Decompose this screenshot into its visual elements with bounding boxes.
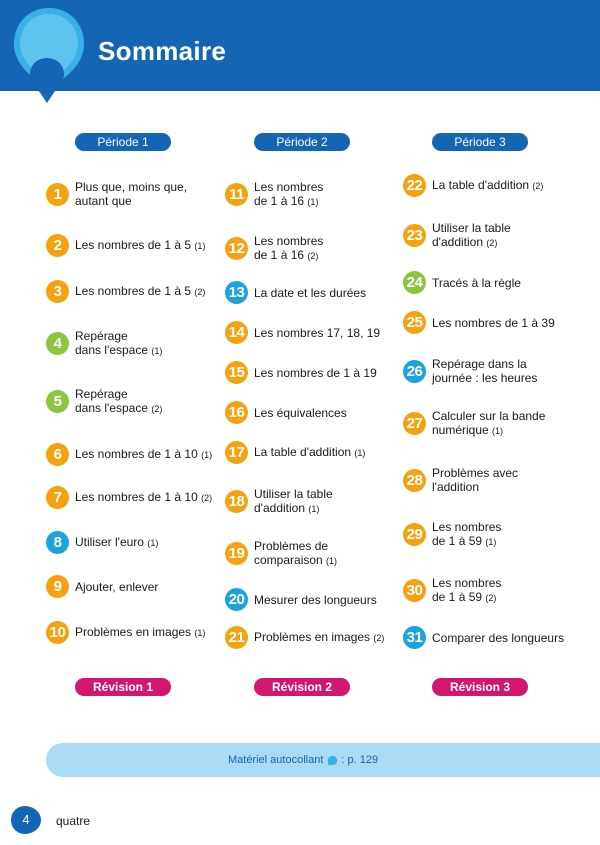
lesson-title [75, 180, 187, 208]
lesson-number-badge: 11 [225, 183, 248, 206]
lesson-title-line1: Utiliser la table [254, 487, 333, 501]
lesson-title [254, 487, 333, 516]
lesson-title [432, 631, 564, 645]
lesson-number-badge: 30 [403, 579, 426, 602]
lesson-part-note: (1) [194, 628, 206, 638]
periode-label: Période 1 [75, 133, 171, 151]
lesson-part-note: (1) [194, 241, 206, 251]
lesson-part-note: (1) [492, 426, 504, 436]
lesson-title [432, 520, 501, 549]
lesson-title [432, 576, 501, 605]
lesson-number-badge: 24 [403, 271, 426, 294]
lesson-title-line2: d'addition [432, 235, 483, 249]
lesson-title-line2: d'addition [254, 501, 305, 515]
lesson-number-badge: 13 [225, 281, 248, 304]
lesson-number-badge: 18 [225, 490, 248, 513]
lesson-number-badge: 22 [403, 174, 426, 197]
lesson-title-line2: numérique [432, 423, 489, 437]
lesson-part-note: (2) [194, 287, 206, 297]
lesson-part-note: (2) [373, 633, 385, 643]
lesson-title-line2: de 1 à 16 [254, 194, 305, 208]
periode-label: Période 3 [432, 133, 528, 151]
lesson-title-line1: Mesurer des longueurs [254, 592, 377, 607]
lesson-item [403, 626, 578, 649]
lesson-part-note: (2) [486, 238, 498, 248]
lesson-item [46, 486, 221, 509]
lesson-title [75, 535, 158, 550]
lesson-title-line2: de 1 à 16 [254, 248, 305, 262]
lesson-title-line2: de 1 à 59 [432, 534, 483, 548]
lesson-number-badge: 8 [46, 531, 69, 554]
lesson-title [75, 238, 205, 253]
lesson-title [75, 580, 158, 594]
materiel-bar [46, 743, 600, 777]
lesson-item [403, 174, 578, 197]
lesson-title-line1: Les nombres [254, 180, 324, 194]
lesson-item [403, 409, 578, 438]
lesson-title [432, 409, 545, 438]
lesson-number-badge: 10 [46, 621, 69, 644]
lesson-title [432, 178, 543, 193]
lesson-title-line2: autant que [75, 194, 132, 208]
materiel-label: Matériel autocollant [228, 754, 324, 766]
lesson-title [75, 284, 205, 299]
lesson-title-line1: Les nombres de 1 à 19 [254, 365, 377, 380]
lesson-number-badge: 17 [225, 441, 248, 464]
header-banner [0, 0, 600, 91]
lesson-item [403, 311, 578, 334]
lesson-part-note: (1) [151, 346, 163, 356]
lesson-number-badge: 9 [46, 575, 69, 598]
lesson-item [46, 531, 221, 554]
lesson-title [432, 466, 518, 494]
lesson-title [432, 276, 521, 290]
lesson-number-badge: 27 [403, 412, 426, 435]
materiel-page: : p. 129 [341, 754, 379, 766]
lesson-item [225, 281, 400, 304]
lesson-item [46, 180, 221, 208]
lesson-item [225, 626, 400, 649]
lesson-part-note: (2) [307, 251, 319, 261]
lesson-number-badge: 16 [225, 401, 248, 424]
lesson-title [75, 447, 212, 462]
lesson-item [46, 234, 221, 257]
lesson-title-line1: La date et les durées [254, 285, 367, 300]
page-title: Sommaire [98, 36, 227, 66]
lesson-title-line1: Les nombres [432, 520, 502, 534]
lesson-title-line1: Utiliser l'euro [75, 535, 144, 549]
lesson-number-badge: 23 [403, 224, 426, 247]
lesson-title-line2: l'addition [432, 480, 479, 494]
lesson-part-note: (1) [354, 448, 366, 458]
lesson-title-line1: La table d'addition [254, 445, 352, 459]
drop-icon [327, 755, 338, 766]
lesson-item [403, 221, 578, 250]
lesson-title-line1: Les nombres de 1 à 5 [75, 284, 192, 298]
lesson-item [225, 321, 400, 344]
lesson-number-badge: 7 [46, 486, 69, 509]
lesson-title-line1: Problèmes en images [75, 625, 192, 639]
droplet-logo-icon [10, 2, 88, 106]
lesson-item [403, 520, 578, 549]
lesson-title [254, 539, 337, 568]
lesson-title-line1: Calculer sur la bande [432, 409, 546, 423]
lesson-item [225, 234, 400, 263]
lesson-title [254, 406, 347, 420]
lesson-number-badge: 19 [225, 542, 248, 565]
lesson-title [75, 387, 162, 416]
lesson-part-note: (2) [485, 593, 497, 603]
periode-label: Période 2 [254, 133, 350, 151]
lesson-title [75, 625, 205, 640]
lesson-title-line1: Repérage dans la [432, 357, 527, 371]
lesson-item [46, 280, 221, 303]
lesson-part-note: (1) [308, 504, 320, 514]
lesson-title [254, 234, 323, 263]
lesson-item [46, 387, 221, 416]
revision-label: Révision 1 [75, 678, 171, 696]
lesson-number-badge: 20 [225, 588, 248, 611]
lesson-item [46, 329, 221, 358]
lesson-title [254, 630, 384, 645]
lesson-title-line1: Les nombres 17, 18, 19 [254, 325, 381, 340]
lesson-title [254, 366, 377, 380]
lesson-item [225, 361, 400, 384]
lesson-number-badge: 21 [225, 626, 248, 649]
lesson-title-line1: Les nombres de 1 à 10 [75, 447, 198, 461]
lesson-title-line1: Repérage [75, 329, 128, 343]
lesson-title-line1: Repérage [75, 387, 128, 401]
lesson-title-line1: Tracés à la règle [432, 275, 521, 290]
lesson-title-line1: La table d'addition [432, 178, 530, 192]
lesson-title [432, 316, 555, 330]
lesson-title-line1: Les équivalences [254, 405, 347, 420]
lesson-number-badge: 15 [225, 361, 248, 384]
lesson-item [46, 443, 221, 466]
lesson-part-note: (2) [151, 404, 163, 414]
lesson-part-note: (1) [307, 197, 319, 207]
lesson-title-line1: Les nombres de 1 à 10 [75, 490, 198, 504]
lesson-title-line1: Utiliser la table [432, 221, 511, 235]
lesson-title-line1: Problèmes avec [432, 466, 519, 480]
lesson-number-badge: 29 [403, 523, 426, 546]
lesson-item [403, 466, 578, 494]
lesson-title [254, 180, 323, 209]
lesson-title-line2: comparaison [254, 553, 323, 567]
lesson-part-note: (1) [201, 450, 213, 460]
lesson-title [432, 221, 511, 250]
lesson-number-badge: 5 [46, 390, 69, 413]
lesson-part-note: (2) [201, 493, 213, 503]
revision-label: Révision 2 [254, 678, 350, 696]
page-number: 4 [22, 812, 30, 827]
lesson-item [225, 588, 400, 611]
lesson-part-note: (1) [326, 556, 338, 566]
lesson-title [254, 445, 365, 460]
lesson-number-badge: 4 [46, 332, 69, 355]
lesson-title-line1: Comparer des longueurs [432, 630, 565, 645]
lesson-part-note: (1) [147, 538, 159, 548]
lesson-part-note: (1) [485, 537, 497, 547]
lesson-title [254, 326, 380, 340]
lesson-item [225, 487, 400, 516]
lesson-title-line1: Problèmes de [254, 539, 329, 553]
lesson-title [254, 593, 377, 607]
lesson-title-line2: dans l'espace [75, 401, 149, 415]
lesson-number-badge: 6 [46, 443, 69, 466]
lesson-item [225, 441, 400, 464]
lesson-title [432, 357, 537, 385]
lesson-item [403, 576, 578, 605]
page-number-word: quatre [56, 814, 91, 828]
lesson-title-line1: Les nombres de 1 à 39 [432, 315, 555, 330]
lesson-number-badge: 26 [403, 360, 426, 383]
lesson-title-line1: Les nombres [432, 576, 502, 590]
lesson-number-badge: 25 [403, 311, 426, 334]
lesson-item [46, 621, 221, 644]
lesson-title-line1: Les nombres de 1 à 5 [75, 238, 192, 252]
revision-label: Révision 3 [432, 678, 528, 696]
lesson-title-line1: Les nombres [254, 234, 324, 248]
lesson-number-badge: 31 [403, 626, 426, 649]
lesson-item [225, 401, 400, 424]
lesson-title-line2: journée : les heures [432, 371, 538, 385]
lesson-part-note: (2) [532, 181, 544, 191]
lesson-number-badge: 1 [46, 183, 69, 206]
lesson-title-line2: dans l'espace [75, 343, 149, 357]
lesson-title [75, 329, 162, 358]
lesson-item [225, 539, 400, 568]
lesson-title-line1: Ajouter, enlever [75, 579, 159, 594]
lesson-title [254, 286, 366, 300]
lesson-title-line1: Problèmes en images [254, 630, 371, 644]
lesson-item [225, 180, 400, 209]
lesson-number-badge: 12 [225, 237, 248, 260]
lesson-number-badge: 2 [46, 234, 69, 257]
lesson-title-line1: Plus que, moins que, [75, 180, 188, 194]
lesson-number-badge: 3 [46, 280, 69, 303]
lesson-title [75, 490, 212, 505]
lesson-title-line2: de 1 à 59 [432, 590, 483, 604]
lesson-number-badge: 14 [225, 321, 248, 344]
lesson-item [403, 271, 578, 294]
page-number-badge [10, 805, 42, 835]
lesson-number-badge: 28 [403, 469, 426, 492]
lesson-item [46, 575, 221, 598]
lesson-item [403, 357, 578, 385]
